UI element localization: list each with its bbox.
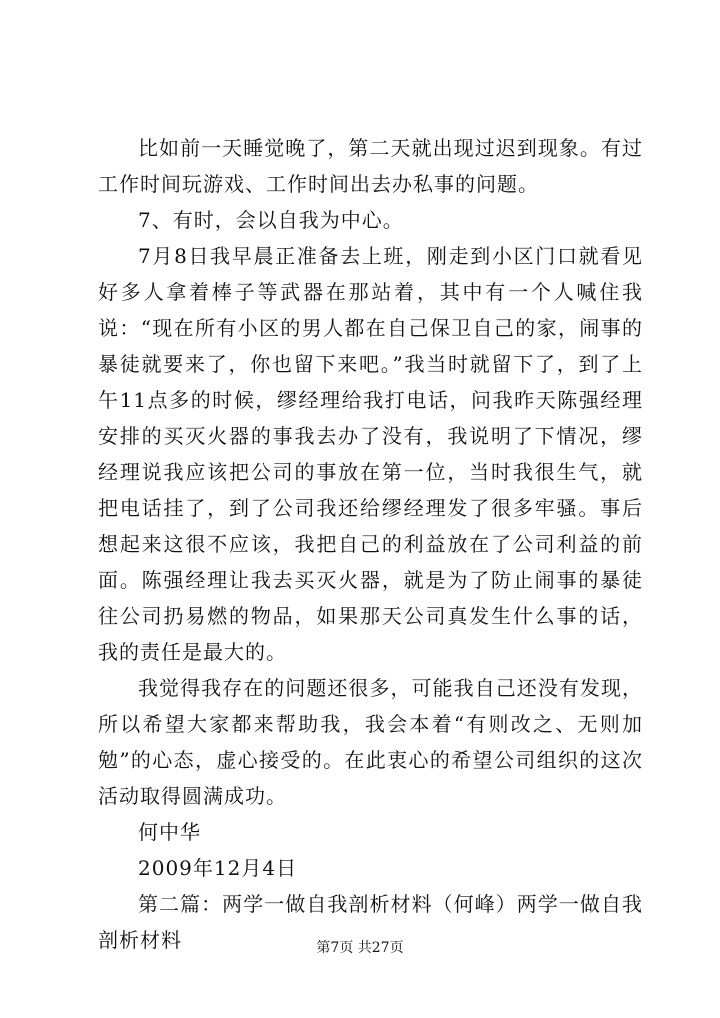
page-number-footer: 第7页 共27页 bbox=[316, 940, 404, 956]
paragraph-self-centered-heading: 7、有时，会以自我为中心。 bbox=[138, 208, 404, 232]
paragraph-lateness: 比如前一天睡觉晚了，第二天就出现过迟到现象。有过工作时间玩游戏、工作时间出去办私事的问题。 bbox=[98, 136, 643, 196]
paragraph-conclusion: 我觉得我存在的问题还很多，可能我自己还没有发现，所以希望大家都来帮助我，我会本着“有则改之、无则加勉”的心态，虚心接受的。在此衷心的希望公司组织的这次活动取得圆满成功。 bbox=[98, 676, 643, 808]
document-body bbox=[98, 130, 643, 958]
signature-date: 2009年12月4日 bbox=[138, 856, 298, 880]
section-heading-second-article: 第二篇：两学一做自我剖析材料（何峰）两学一做自我剖析材料 bbox=[98, 892, 643, 952]
paragraph-incident-story: 7月8日我早晨正准备去上班，刚走到小区门口就看见好多人拿着棒子等武器在那站着，其中有一个人喊住我说：“现在所有小区的男人都在自己保卫自己的家，闹事的暴徒就要来了，你也留下来吧。”我当时就留下了，到了上午11点多的时候，缪经理给我打电话，问我昨天陈强经理安排的买灭火器的事我去办了没有，我说明了下情况，缪经理说我应该把公司的事放在第一位，当时我很生气，就把电话挂了，到了公司我还给缪经理发了很多牢骚。事后想起来这很不应该，我把自己的利益放在了公司利益的前面。陈强经理让我去买灭火器，就是为了防止闹事的暴徒往公司扔易燃的物品，如果那天公司真发生什么事的话，我的责任是最大的。 bbox=[98, 244, 643, 664]
author-signature: 何中华 bbox=[138, 820, 201, 844]
